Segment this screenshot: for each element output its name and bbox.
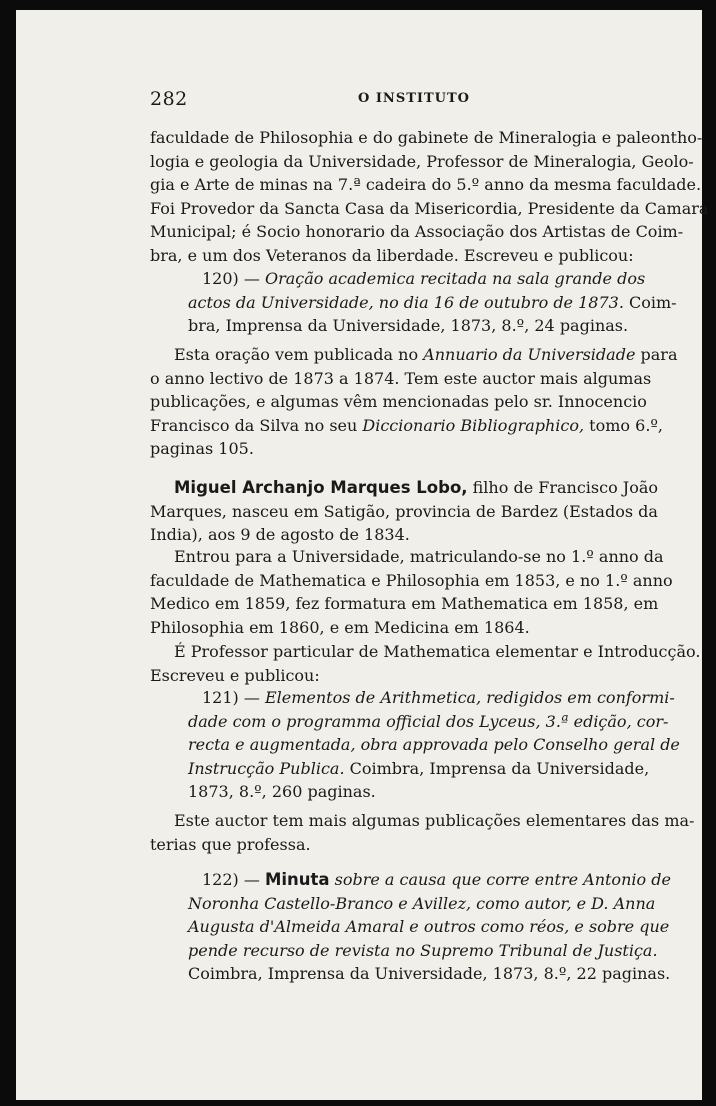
text-line: gia e Arte de minas na 7.ª cadeira do 5.º anno da mesma faculdade.	[150, 175, 702, 194]
text-line: Medico em 1859, fez formatura em Mathematica em 1858, em	[150, 594, 659, 613]
entry-title: Elementos de Arithmetica, redigidos em conformi-	[264, 688, 675, 707]
text-line: recta e augmentada, obra approvada pelo Conselho geral de	[188, 735, 680, 754]
text-line: Foi Provedor da Sancta Casa da Misericordia, Presidente da Camara	[150, 198, 709, 218]
text-line: actos da Universidade, no dia 16 de outubro de 1873. Coim-	[188, 292, 677, 312]
text-line: logia e geologia da Universidade, Professor de Mineralogia, Geolo-	[150, 151, 694, 171]
text-line: publicações, e algumas vêm mencionadas pelo sr. Innocencio	[150, 392, 647, 411]
entry-title: Minuta	[264, 870, 330, 889]
text-line: Entrou para a Universidade, matriculando-se no 1.º anno da	[174, 547, 664, 566]
text-line	[150, 267, 646, 291]
text-line: Miguel Archanjo Marques Lobo, filho de Francisco João	[174, 478, 659, 497]
text-line: Philosophia em 1860, e em Medicina em 1864.	[150, 617, 530, 637]
entry-number: 122) —	[202, 870, 265, 889]
text-line: 122) — Minuta sobre a causa que corre entre Antonio de	[202, 870, 671, 889]
paragraph-education	[150, 545, 673, 639]
paragraph-note-121	[150, 809, 695, 856]
bibliography-entry-121	[150, 686, 680, 804]
text-line: dade com o programma official dos Lyceus, 3.ª edição, cor-	[188, 711, 669, 731]
cited-title: Diccionario Bibliographico,	[362, 415, 585, 435]
text-line: bra, e um dos Veteranos da liberdade. Escreveu e publicou:	[150, 245, 634, 265]
text-line: paginas 105.	[150, 439, 254, 458]
text-line	[150, 686, 675, 710]
text-line: pende recurso de revista no Supremo Tribunal de Justiça.	[188, 940, 658, 960]
entry-number: 121) —	[202, 688, 265, 707]
text-line: Esta oração vem publicada no Annuario da Universidade para	[174, 345, 678, 364]
paragraph-note-120	[150, 343, 678, 461]
text-line: bra, Imprensa da Universidade, 1873, 8.º, 24 paginas.	[188, 316, 629, 335]
entry-title: Oração academica recitada na sala grande dos	[264, 269, 646, 288]
text-line: Este auctor tem mais algumas publicações elementares das ma-	[174, 811, 695, 830]
paragraph-biography-lobo	[150, 476, 659, 547]
text-line: faculdade de Philosophia e do gabinete de Mineralogia e paleontho-	[150, 128, 703, 147]
bibliography-entry-120	[150, 267, 677, 338]
text-line: terias que professa.	[150, 834, 311, 854]
text-line: É Professor particular de Mathematica elementar e Introducção.	[174, 642, 701, 661]
paragraph-biography-end	[150, 126, 709, 267]
page-number: 282	[150, 88, 188, 110]
person-name: Miguel Archanjo Marques Lobo,	[174, 478, 468, 497]
text-line: Instrucção Publica. Coimbra, Imprensa da Universidade,	[188, 758, 650, 778]
running-title: O INSTITUTO	[358, 91, 470, 106]
page-header	[150, 88, 640, 112]
text-line: Noronha Castello-Branco e Avillez, como autor, e D. Anna	[188, 893, 656, 913]
text-line: faculdade de Mathematica e Philosophia em 1853, e no 1.º anno	[150, 570, 673, 590]
text-line: India), aos 9 de agosto de 1834.	[150, 525, 410, 544]
entry-number: 120) —	[202, 269, 265, 288]
document-page	[16, 10, 709, 1100]
text-line: Coimbra, Imprensa da Universidade, 1873, 8.º, 22 paginas.	[188, 964, 671, 983]
text-line: Escreveu e publicou:	[150, 665, 320, 685]
paragraph-profession	[150, 640, 701, 687]
bibliography-entry-122	[150, 868, 671, 986]
cited-title: Annuario da Universidade	[423, 345, 636, 364]
entry-title: actos da Universidade, no dia 16 de outubro de 1873.	[188, 292, 624, 312]
text-line: o anno lectivo de 1873 a 1874. Tem este auctor mais algumas	[150, 368, 652, 388]
text-line: Augusta d'Almeida Amaral e outros como réos, e sobre que	[188, 917, 670, 936]
text-line: Francisco da Silva no seu Diccionario Bibliographico, tomo 6.º,	[150, 415, 664, 435]
text-line: Marques, nasceu em Satigão, provincia de Bardez (Estados da	[150, 501, 658, 521]
text-line: Municipal; é Socio honorario da Associação dos Artistas de Coim-	[150, 222, 684, 241]
text-line: 1873, 8.º, 260 paginas.	[188, 782, 376, 801]
